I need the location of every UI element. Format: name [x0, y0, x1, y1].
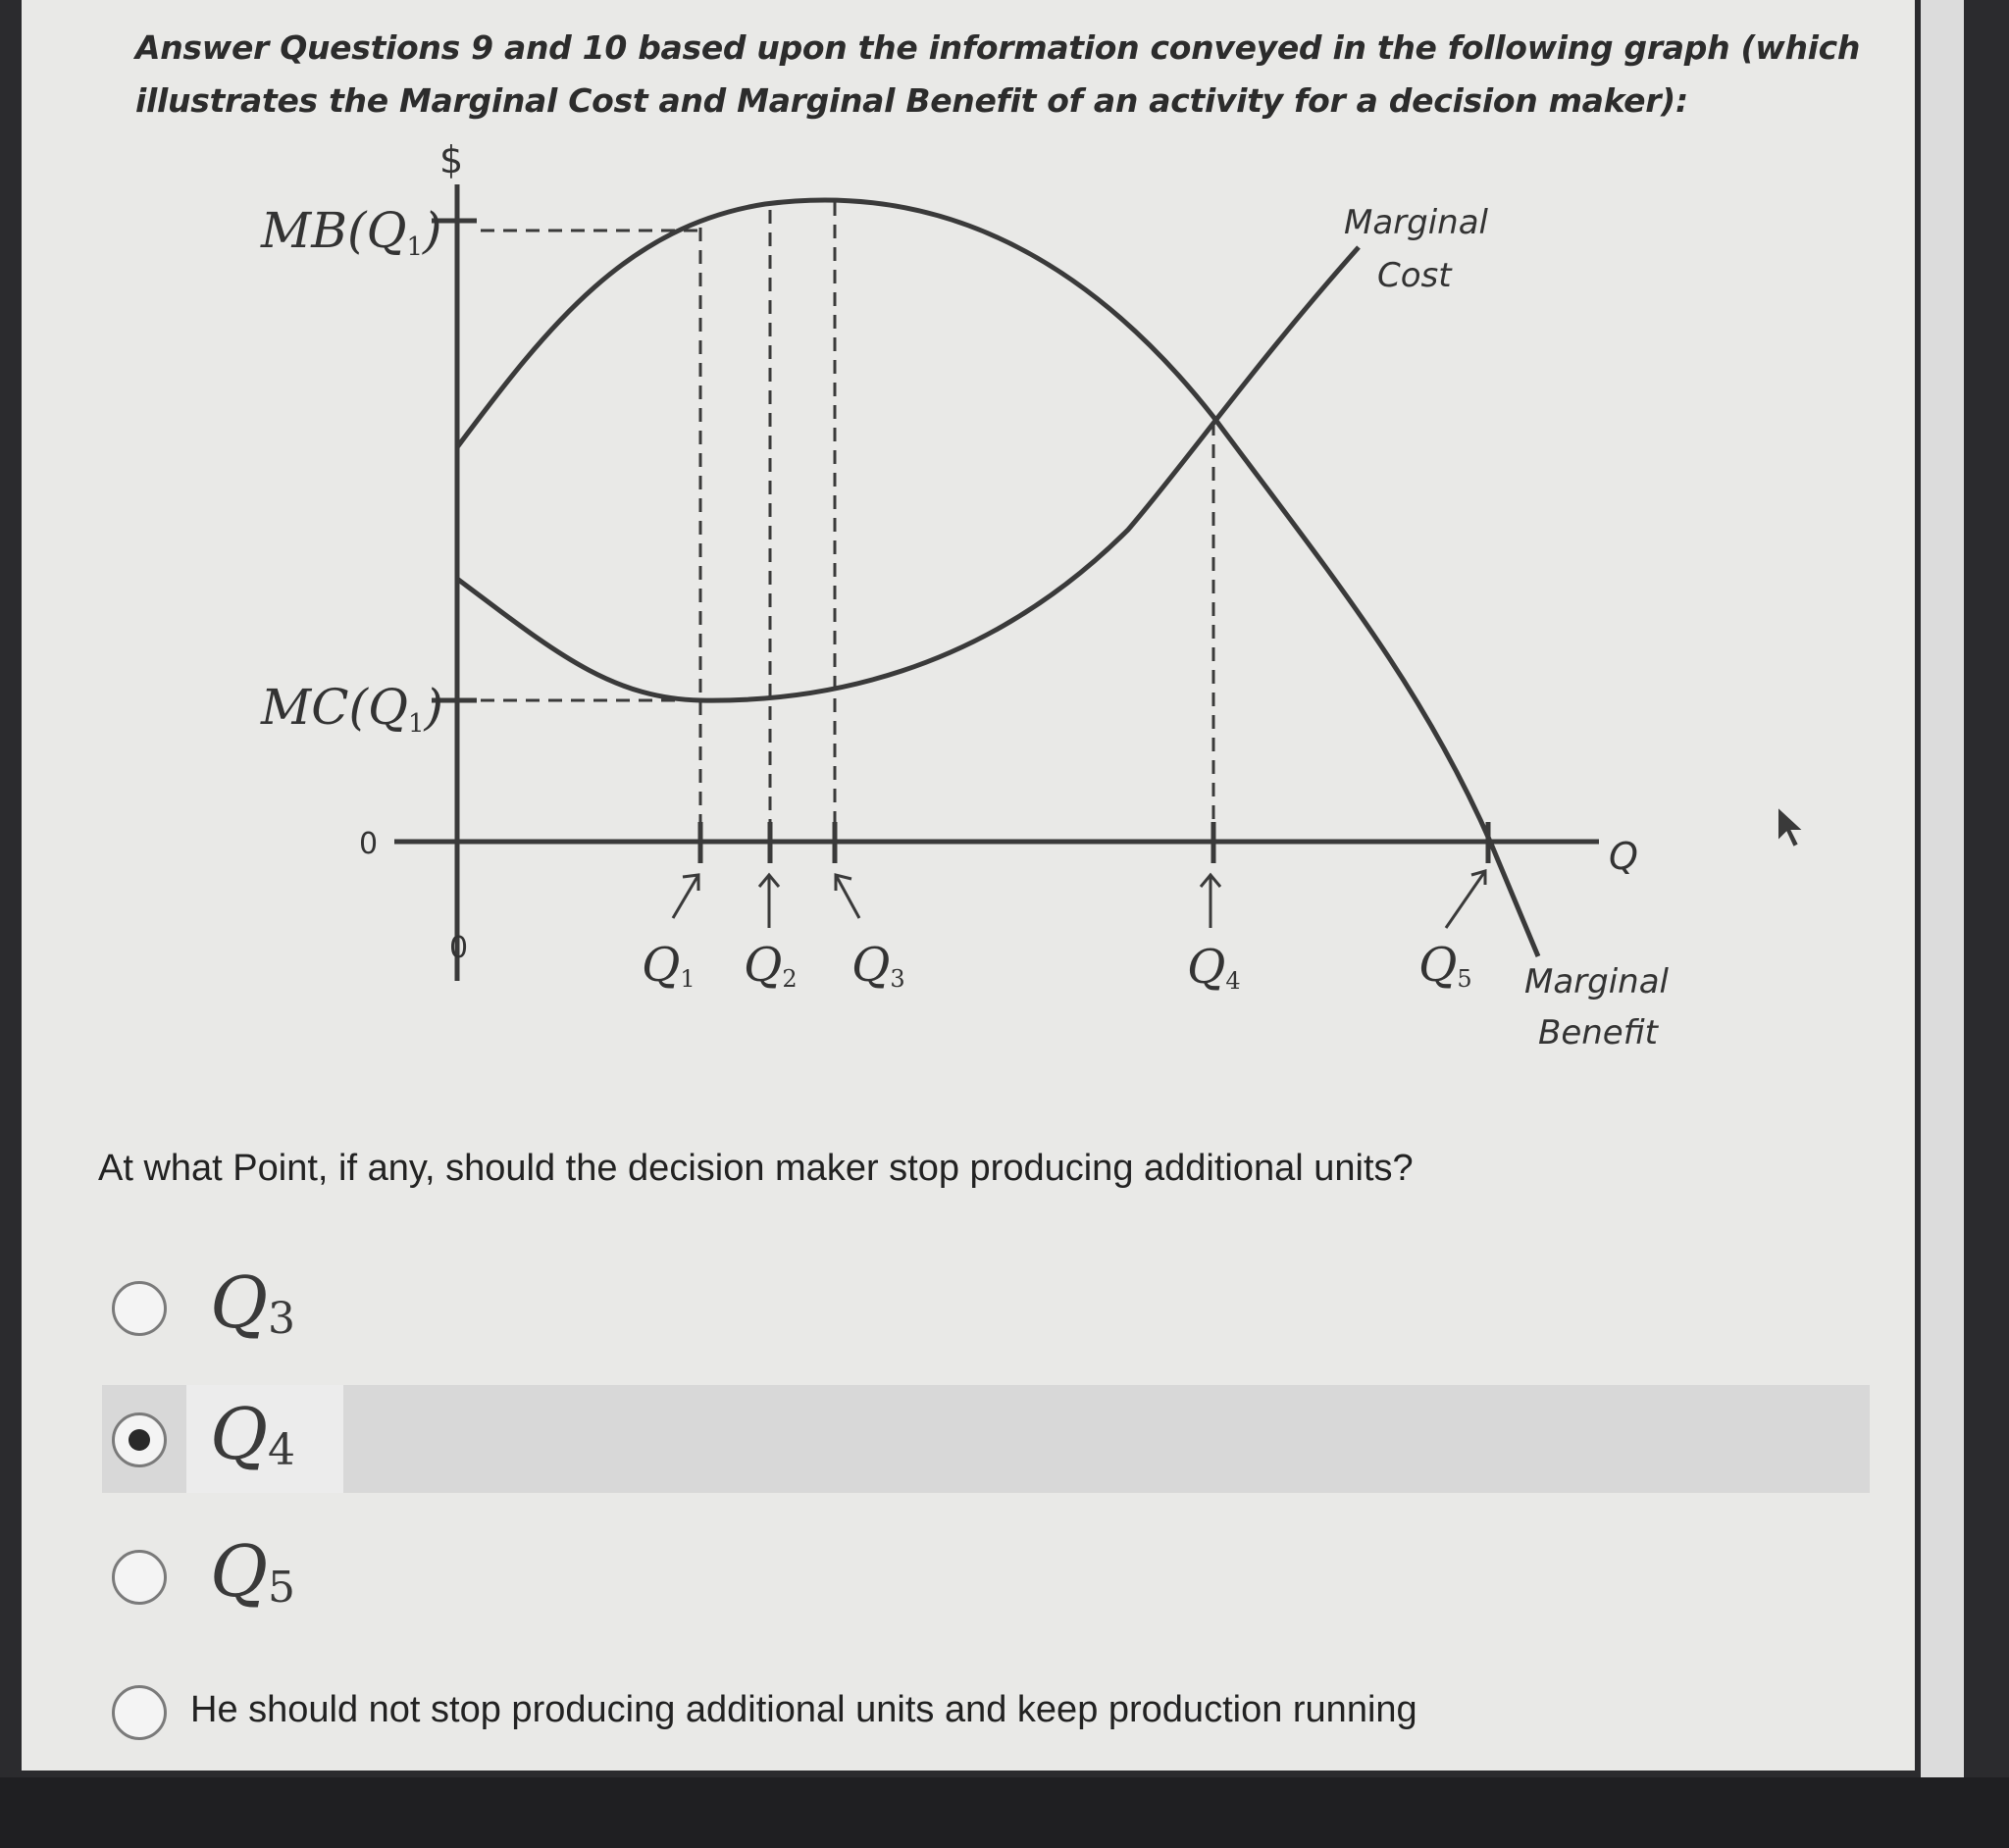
option-keep-producing-label: He should not stop producing additional units and keep production running: [190, 1689, 1417, 1730]
x-origin-label: 0: [449, 931, 469, 965]
mc-curve-label-2: Cost: [1377, 256, 1452, 295]
mb-curve-label-1: Marginal: [1524, 962, 1670, 1001]
q4-label: Q4: [1187, 940, 1241, 995]
q5-label: Q5: [1418, 938, 1472, 993]
option-q4[interactable]: [102, 1385, 1870, 1493]
q3-arrow: [836, 875, 859, 918]
option-q3[interactable]: [102, 1254, 1868, 1361]
mc-curve-label-1: Marginal: [1344, 203, 1489, 242]
q1-arrow: [673, 875, 698, 918]
y-axis-symbol: $: [439, 138, 464, 181]
option-keep-producing[interactable]: [102, 1658, 1868, 1766]
q1-label: Q1: [642, 938, 695, 993]
radio-q5[interactable]: [112, 1550, 167, 1605]
mb-curve-label-2: Benefit: [1538, 1013, 1659, 1052]
option-q3-label: $Q_3$: [210, 1261, 296, 1344]
option-q4-label: $Q_4$: [210, 1393, 296, 1475]
q2-label: Q2: [744, 938, 798, 993]
mb-q1-label: MB(Q1): [261, 202, 442, 262]
q4-arrow: [1201, 875, 1220, 928]
instructions-text: Answer Questions 9 and 10 based upon the information conveyed in the following graph (which illustrates the Marginal Cost and Marginal Benefit of an activity for a decision maker):: [135, 28, 1861, 120]
mouse-cursor-icon: [1772, 804, 1811, 853]
q2-arrow: [759, 875, 779, 928]
x-axis-label: Q: [1609, 835, 1638, 878]
option-q5[interactable]: [102, 1522, 1868, 1630]
y-origin-label: 0: [359, 827, 379, 861]
mc-q1-label: MC(Q1): [261, 679, 444, 739]
q3-label: Q3: [851, 938, 905, 993]
option-q5-label: $Q_5$: [210, 1530, 296, 1613]
marginal-cost-curve: [457, 247, 1359, 700]
radio-q3[interactable]: [112, 1281, 167, 1336]
radio-q4-selected[interactable]: [112, 1412, 167, 1467]
question-text: At what Point, if any, should the decision maker stop producing additional units?: [98, 1148, 1414, 1189]
q5-arrow: [1446, 871, 1485, 928]
radio-keep-producing[interactable]: [112, 1685, 167, 1740]
